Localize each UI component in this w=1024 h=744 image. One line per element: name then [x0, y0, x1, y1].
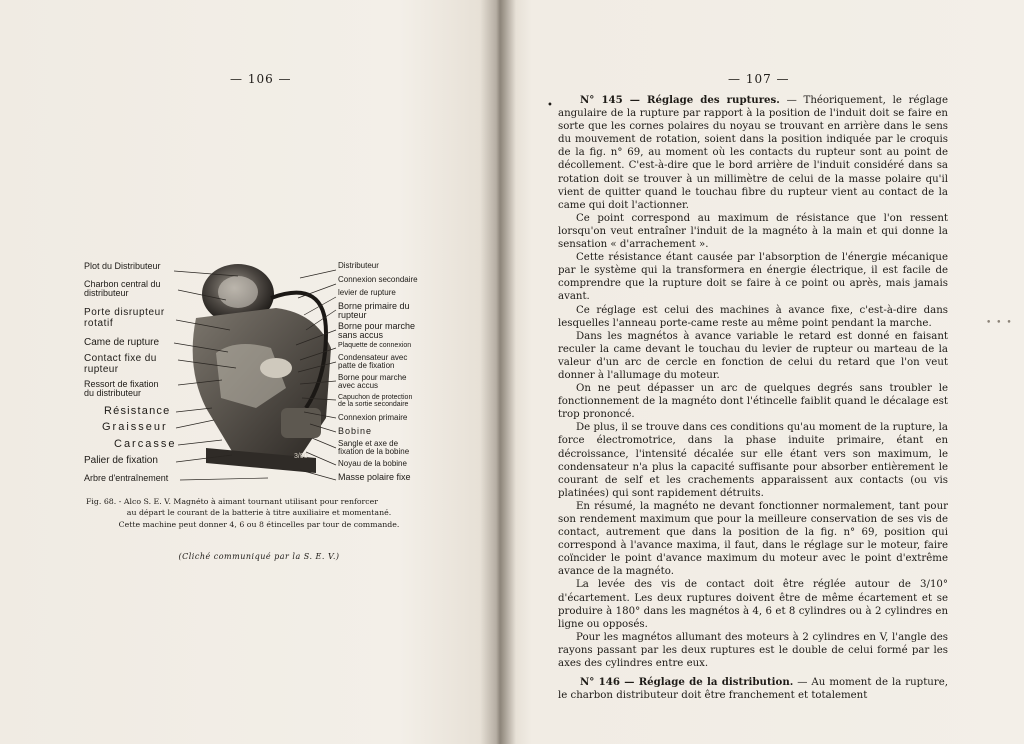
label-bobine: Bobine — [338, 426, 373, 436]
label-capuchon-protection: Capuchon de protection de la sortie secondaire — [338, 394, 413, 409]
label-condensateur: Condensateur avec patte de fixation — [338, 353, 408, 371]
section-145-lead: — Théoriquement, le réglage angulaire de la rupture par rapport à la position de l'induit doit se faire en sorte que les cornes polaires du noyau se trouvant en arrière dans le sens du mouvement de rotation, soient dans la position indiquée par le croquis de la fig. n° 69, au moment où les contacts du rupteur sont au point de décollement. C'est-à-dire que le bord arrière de l'induit considéré dans sa rotation doit se trouver à un millimètre de celui de la masse polaire qu'il vient de quitter quand le touchau fibre du rupteur vient au contact de la came qui doit l'actionner. — [558, 95, 948, 211]
section-146 — [558, 676, 948, 702]
label-borne-primaire: Borne primaire du rupteur — [338, 301, 410, 321]
margin-dots: • • • — [986, 318, 1013, 328]
section-145 — [558, 94, 948, 212]
label-connexion-primaire: Connexion primaire — [338, 413, 408, 422]
left-page — [0, 0, 500, 744]
paragraph: La levée des vis de contact doit être réglée autour de 3/10° d'écartement. Les deux ruptures doivent être de même écartement et se produire à 180° dans les magnétos à 4, 6 et 8 cylindres ou à 2 cylindres en ligne ou opposés. — [558, 579, 948, 630]
label-plot-distributeur: Plot du Distributeur — [84, 261, 161, 271]
label-arbre-entrainement: Arbre d'entraînement — [84, 473, 169, 483]
label-porte-disrupteur: Porte disrupteur rotatif — [84, 307, 165, 329]
label-resistance: Résistance — [104, 405, 171, 417]
figure-caption — [86, 496, 432, 530]
paragraph: Cette résistance étant causée par l'absorption de l'énergie mécanique par le système qui la transformera en énergie électrique, il est facile de comprendre que la rupture doit se faire à ce point ou après, mais jamais avant. — [558, 252, 948, 303]
label-borne-sans-accus: Borne pour marche sans accus — [338, 321, 416, 341]
label-levier-rupture: levier de rupture — [338, 288, 396, 297]
caption-line-1: Fig. 68. - Alco S. E. V. Magnéto à aimant tournant utilisant pour renforcer — [86, 497, 378, 506]
paragraph: Dans les magnétos à avance variable le retard est donné en faisant reculer la came devant le touchau du levier de rupteur ou marteau de la valeur d'un arc de cercle en fonction de celui du retard que l'on veut donner à l'allumage du moteur. — [558, 330, 948, 381]
caption-line-3: Cette machine peut donner 4, 6 ou 8 étincelles par tour de commande. — [118, 519, 400, 529]
paragraph: Ce point correspond au maximum de résistance que l'on ressent lorsqu'on veut entraîner l'induit de la magnéto à la main et qui donne la sensation « d'arrachement ». — [558, 212, 948, 251]
label-noyau-bobine: Noyau de la bobine — [338, 459, 407, 468]
label-charbon-central: Charbon central du distributeur — [84, 279, 161, 299]
label-plaquette-connexion: Plaquette de connexion — [338, 342, 412, 349]
paragraph: En résumé, la magnéto ne devant fonctionner normalement, tant pour son rendement maximum que pour la meilleure conservation de ses vis de contact, autrement que dans la position de la fig. n° 69, position qui correspond à l'avance maxima, il faut, dans le réglage sur le moteur, faire coïncider le point d'avance maximum du moteur avec le point d'extrême avance de la magnéto. — [558, 500, 948, 578]
figure-credit: (Cliché communiqué par la S. E. V.) — [178, 552, 340, 561]
label-palier-fixation: Palier de fixation — [84, 455, 158, 466]
label-contact-fixe: Contact fixe du rupteur — [84, 353, 157, 375]
section-145-heading: N° 145 — Réglage des ruptures. — [580, 94, 780, 106]
leader-lines — [0, 0, 500, 744]
figure-mark: 3/90 — [294, 453, 308, 460]
label-connexion-secondaire: Connexion secondaire — [338, 275, 418, 284]
paragraph: De plus, il se trouve dans ces conditions qu'au moment de la rupture, la force électromotrice, dans la phase induite primaire, étant en décroissance, l'intensité décalée sur elle étant vers son maximum, le condensateur n'a plus la capacité suffisante pour absorber entièrement le courant de self et les crachements apparaissent aux contacts (ou vis platinées) qui sont rapidement détruits. — [558, 422, 948, 499]
paragraph: Pour les magnétos allumant des moteurs à 2 cylindres en V, l'angle des rayons passant par les deux ruptures est le double de celui formé par les axes des cylindres entre eux. — [558, 631, 948, 670]
caption-line-2: au départ le courant de la batterie à titre auxiliaire et momentané. — [126, 508, 392, 518]
paragraph: On ne peut dépasser un arc de quelques degrés sans troubler le fonctionnement de la magnéto dont l'étincelle faiblit quand le décalage est trop prononcé. — [558, 383, 948, 421]
section-146-heading: N° 146 — Réglage de la distribution. — [580, 676, 794, 689]
book-gutter — [480, 0, 516, 744]
label-ressort-fixation: Ressort de fixation du distributeur — [84, 379, 159, 399]
label-masse-polaire: Masse polaire fixe — [338, 472, 411, 482]
left-page-number: — 106 — — [230, 72, 292, 86]
label-sangle-axe: Sangle et axe de fixation de la bobine — [338, 439, 410, 457]
right-page-body — [558, 94, 948, 702]
paragraph: Ce réglage est celui des machines à avance fixe, c'est-à-dire dans lesquelles l'anneau porte-came reste au même point pendant la marche. — [558, 304, 948, 329]
right-page-number: — 107 — — [728, 72, 790, 86]
label-borne-avec-accus: Borne pour marche avec accus — [338, 373, 407, 391]
label-graisseur: Graisseur — [102, 421, 168, 433]
label-came-rupture: Came de rupture — [84, 337, 160, 348]
label-carcasse: Carcasse — [114, 438, 177, 450]
margin-bullet: • — [547, 100, 553, 111]
section-146-lead: — Au moment de la rupture, le charbon distributeur doit être franchement et totalement — [558, 677, 948, 702]
label-distributeur: Distributeur — [338, 261, 379, 270]
